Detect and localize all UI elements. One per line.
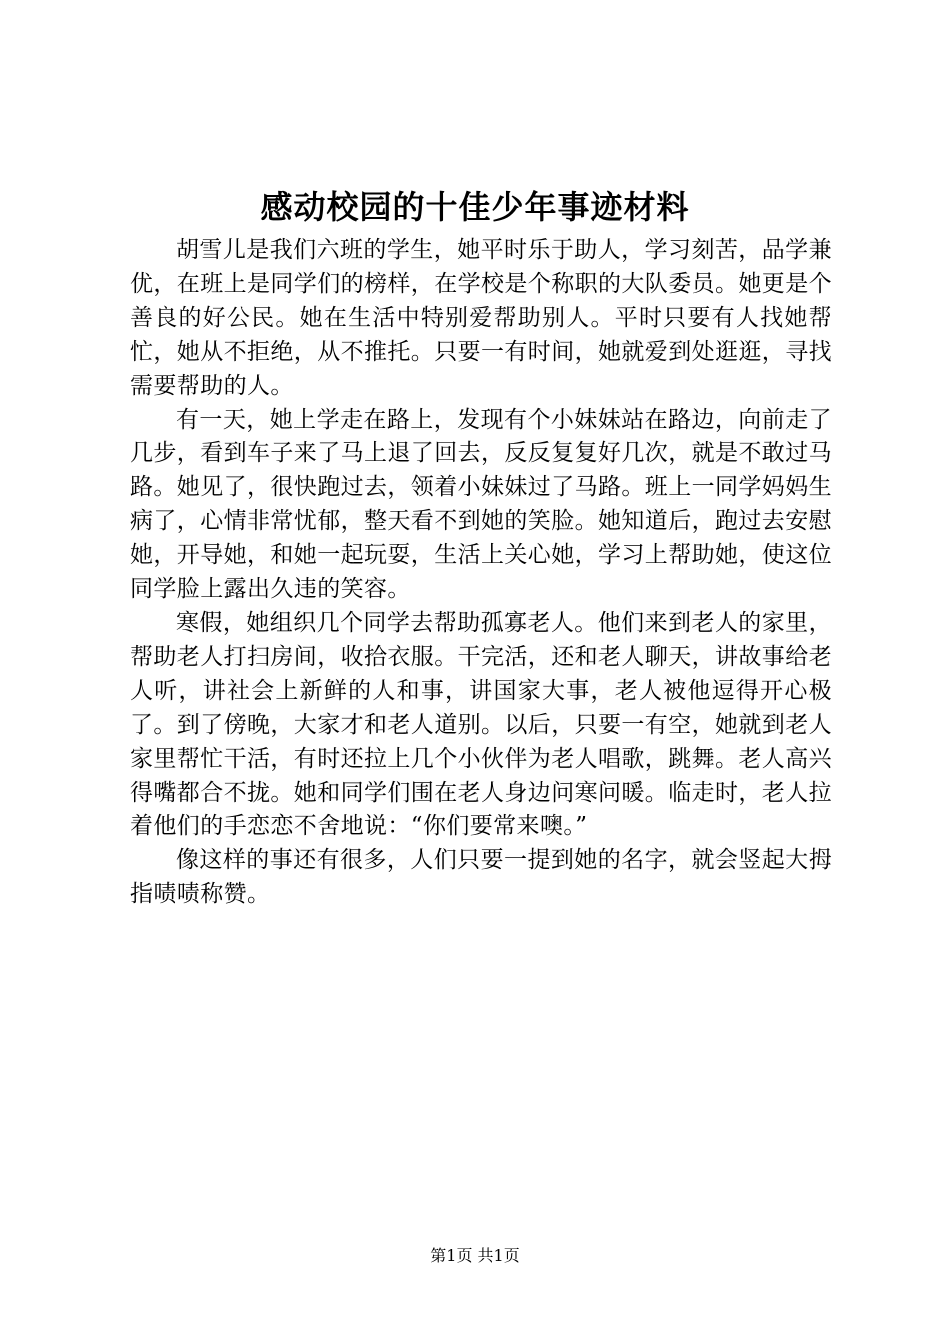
paragraph: 像这样的事还有很多，人们只要一提到她的名字，就会竖起大拇指啧啧称赞。 [130,847,832,908]
document-body [130,234,832,912]
paragraph: 有一天，她上学走在路上，发现有个小妹妹站在路边，向前走了几步，看到车子来了马上退了回去，反反复复好几次，就是不敢过马路。她见了，很快跑过去，领着小妹妹过了马路。班上一同学妈妈生病了，心情非常忧郁，整天看不到她的笑脸。她知道后，跑过去安慰她，开导她，和她一起玩耍，生活上关心她，学习上帮助她，使这位同学脸上露出久违的笑容。 [130,406,832,603]
document-title: 感动校园的十佳少年事迹材料 [260,188,690,226]
paragraph: 胡雪儿是我们六班的学生，她平时乐于助人，学习刻苦，品学兼优，在班上是同学们的榜样，在学校是个称职的大队委员。她更是个善良的好公民。她在生活中特别爱帮助别人。平时只要有人找她帮忙，她从不拒绝，从不推托。只要一有时间，她就爱到处逛逛，寻找需要帮助的人。 [130,237,832,399]
paragraph: 寒假，她组织几个同学去帮助孤寡老人。他们来到老人的家里，帮助老人打扫房间，收拾衣服。干完活，还和老人聊天，讲故事给老人听，讲社会上新鲜的人和事，讲国家大事，老人被他逗得开心极了。到了傍晚，大家才和老人道别。以后，只要一有空，她就到老人家里帮忙干活，有时还拉上几个小伙伴为老人唱歌，跳舞。老人高兴得嘴都合不拢。她和同学们围在老人身边问寒问暖。临走时，老人拉着他们的手恋恋不舍地说：“你们要常来噢。” [130,609,832,840]
page-footer: 第1页 共1页 [430,1246,520,1265]
